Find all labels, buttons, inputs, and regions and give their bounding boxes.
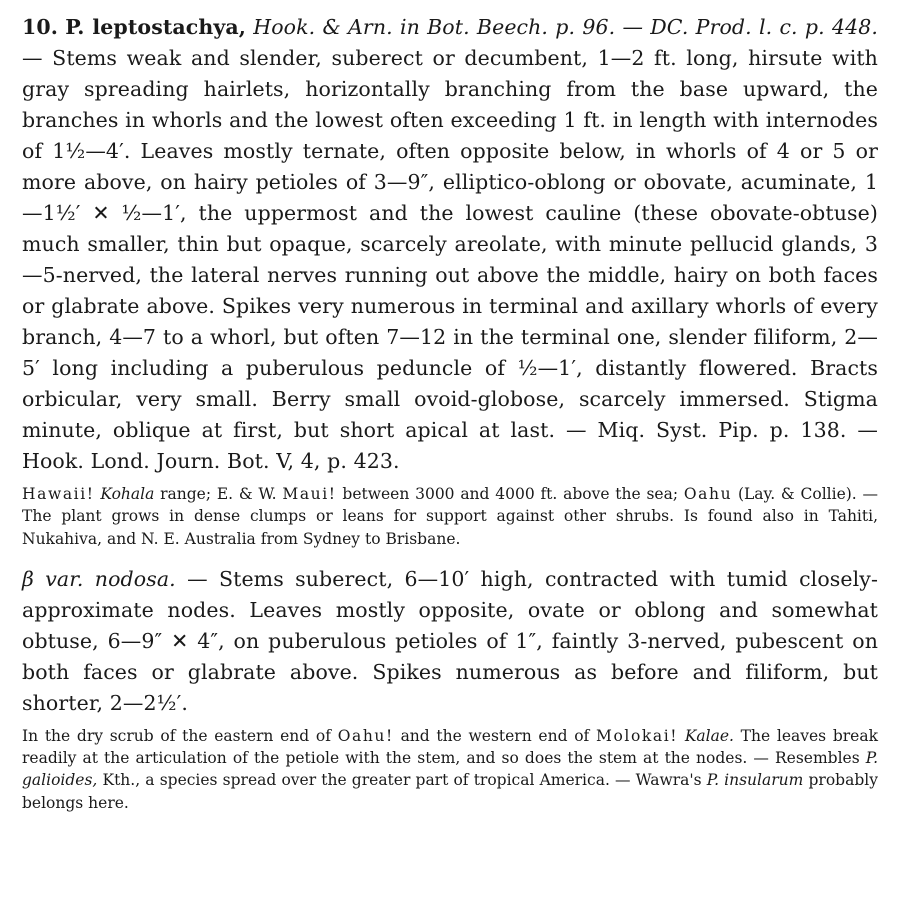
species-number: 10. [22, 15, 58, 39]
locality-note [22, 483, 878, 550]
variety-locality-note [22, 725, 878, 814]
locality-maui: Maui! [282, 485, 337, 503]
variety-locality-molokai: Molokai! [595, 726, 679, 745]
variety-name: β var. nodosa. [22, 566, 176, 591]
variety-locality-kalae: Kalae. [684, 726, 734, 745]
locality-text-3: (Lay. & Collie). — The plant grows in dense clumps or leans for support against other shrubs. Is found also in Tahiti, Nukahiva, and N. E. Australia from Sydney to Brisbane. [22, 485, 878, 548]
variety-description-text: — Stems suberect, 6—10′ high, contracted with tumid closely-approximate nodes. Leaves mostly opposite, ovate or oblong and somewhat obtuse, 6—9″ ✕ 4″, on puberulous petioles of 1″, faintly 3-nerved, pubescent on both faces or glabrate above. Spikes numerous as before and filiform, but shorter, 2—2½′. [22, 566, 878, 715]
document-page [22, 12, 878, 814]
variety-locality-text-4: Kth., a species spread over the greater part of tropical America. — Wawra's [102, 771, 702, 790]
species-name: P. leptostachya, [65, 15, 247, 39]
species-description-text: — Stems weak and slender, suberect or decumbent, 1—2 ft. long, hirsute with gray spreading hairlets, horizontally branching from the base upward, the branches in whorls and the lowest often exceeding 1 ft. in length with internodes of 1½—4′. Leaves mostly ternate, often opposite below, in whorls of 4 or 5 or more above, on hairy petioles of 3—9″, elliptico-oblong or obovate, acuminate, 1—1½′ ✕ ½—1′, the uppermost and the lowest cauline (these obovate-obtuse) much smaller, thin but opaque, scarcely areolate, with minute pellucid glands, 3—5-nerved, the lateral nerves running out above the middle, hairy on both faces or glabrate above. Spikes very numerous in terminal and axillary whorls of every branch, 4—7 to a whorl, but often 7—12 in the terminal one, slender filiform, 2—5′ long including a puberulous peduncle of ½—1′, distantly flowered. Bracts orbicular, very small. Berry small ovoid-globose, scarcely immersed. Stigma minute, oblique at first, but short apical at last. — Miq. Syst. Pip. p. 138. — Hook. Lond. Journ. Bot. V, 4, p. 423. [22, 46, 878, 473]
variety-locality-galioides: P. galioides, [22, 749, 878, 790]
variety-locality-text-3: The leaves break readily at the articulation of the petiole with the stem, and so does the stem at the nodes. — Resembles [22, 726, 878, 768]
locality-text-1: range; E. & W. [160, 485, 277, 503]
variety-locality-text-5: probably belongs here. [22, 771, 878, 812]
variety-description [22, 564, 878, 719]
variety-locality-text-2: and the western end of [400, 726, 590, 745]
locality-text-2: between 3000 and 4000 ft. above the sea; [342, 485, 679, 503]
locality-oahu: Oahu [683, 485, 733, 503]
variety-locality-insularum: P. insularum [706, 771, 804, 790]
locality-hawaii: Hawaii! [22, 485, 95, 503]
species-description [22, 12, 878, 477]
variety-entry-nodosa [22, 564, 878, 814]
variety-locality-text-1: In the dry scrub of the eastern end of [22, 726, 331, 745]
species-authority: Hook. & Arn. in Bot. Beech. p. 96. — DC. Prod. l. c. p. 448. [253, 15, 878, 39]
species-entry-leptostachya [22, 12, 878, 550]
locality-kohala: Kohala [100, 485, 155, 503]
variety-locality-oahu: Oahu! [337, 726, 394, 745]
